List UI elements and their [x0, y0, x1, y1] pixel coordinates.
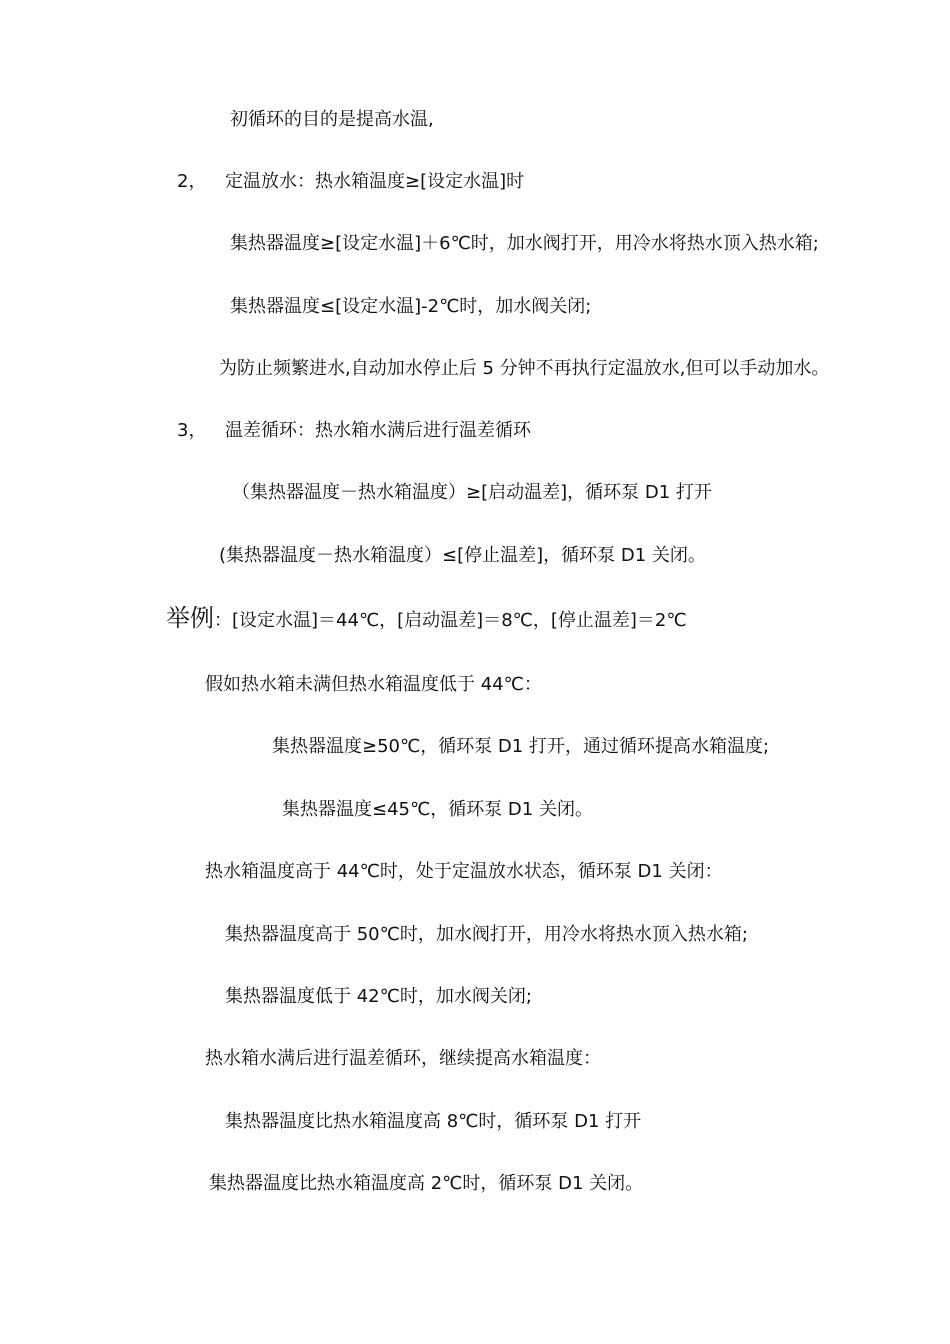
example-case: 热水箱温度高于 44℃时，处于定温放水状态，循环泵 D1 关闭：: [205, 861, 723, 882]
example-rule: 集热器温度低于 42℃时，加水阀关闭;: [225, 986, 532, 1007]
example-rule: 集热器温度≥50℃，循环泵 D1 打开，通过循环提高水箱温度;: [272, 736, 770, 757]
section-3-title: 温差循环：热水箱水满后进行温差循环: [225, 420, 531, 441]
rule-line: 集热器温度≥[设定水温]＋6℃时，加水阀打开，用冷水将热水顶入热水箱;: [230, 233, 819, 254]
rule-line: (集热器温度－热水箱温度）≤[停止温差]，循环泵 D1 关闭。: [219, 545, 706, 566]
rule-line: 集热器温度≤[设定水温]-2℃时，加水阀关闭;: [230, 296, 592, 317]
example-case: 热水箱水满后进行温差循环，继续提高水箱温度：: [205, 1048, 601, 1069]
example-rule: 集热器温度比热水箱温度高 8℃时，循环泵 D1 打开: [225, 1111, 642, 1132]
example-params: ：[设定水温]＝44℃，[启动温差]＝8℃，[停止温差]＝2℃: [214, 610, 687, 631]
note-line: 为防止频繁进水,自动加水停止后 5 分钟不再执行定温放水,但可以手动加水。: [219, 358, 830, 379]
section-3-number: 3，: [177, 420, 207, 441]
intro-line: 初循环的目的是提高水温,: [230, 109, 434, 130]
section-2-number: 2，: [177, 171, 207, 192]
example-rule: 集热器温度≤45℃，循环泵 D1 关闭。: [282, 799, 593, 820]
section-2-heading: [177, 170, 524, 194]
example-label: 举例: [166, 604, 214, 632]
rule-line: （集热器温度－热水箱温度）≥[启动温差]，循环泵 D1 打开: [232, 482, 712, 503]
example-rule: 集热器温度比热水箱温度高 2℃时，循环泵 D1 关闭。: [209, 1173, 644, 1194]
section-2-title: 定温放水：热水箱温度≥[设定水温]时: [225, 171, 525, 192]
example-rule: 集热器温度高于 50℃时，加水阀打开，用冷水将热水顶入热水箱;: [225, 924, 748, 945]
section-3-heading: [177, 419, 531, 443]
example-case: 假如热水箱未满但热水箱温度低于 44℃：: [205, 674, 542, 695]
example-line: [166, 606, 687, 633]
